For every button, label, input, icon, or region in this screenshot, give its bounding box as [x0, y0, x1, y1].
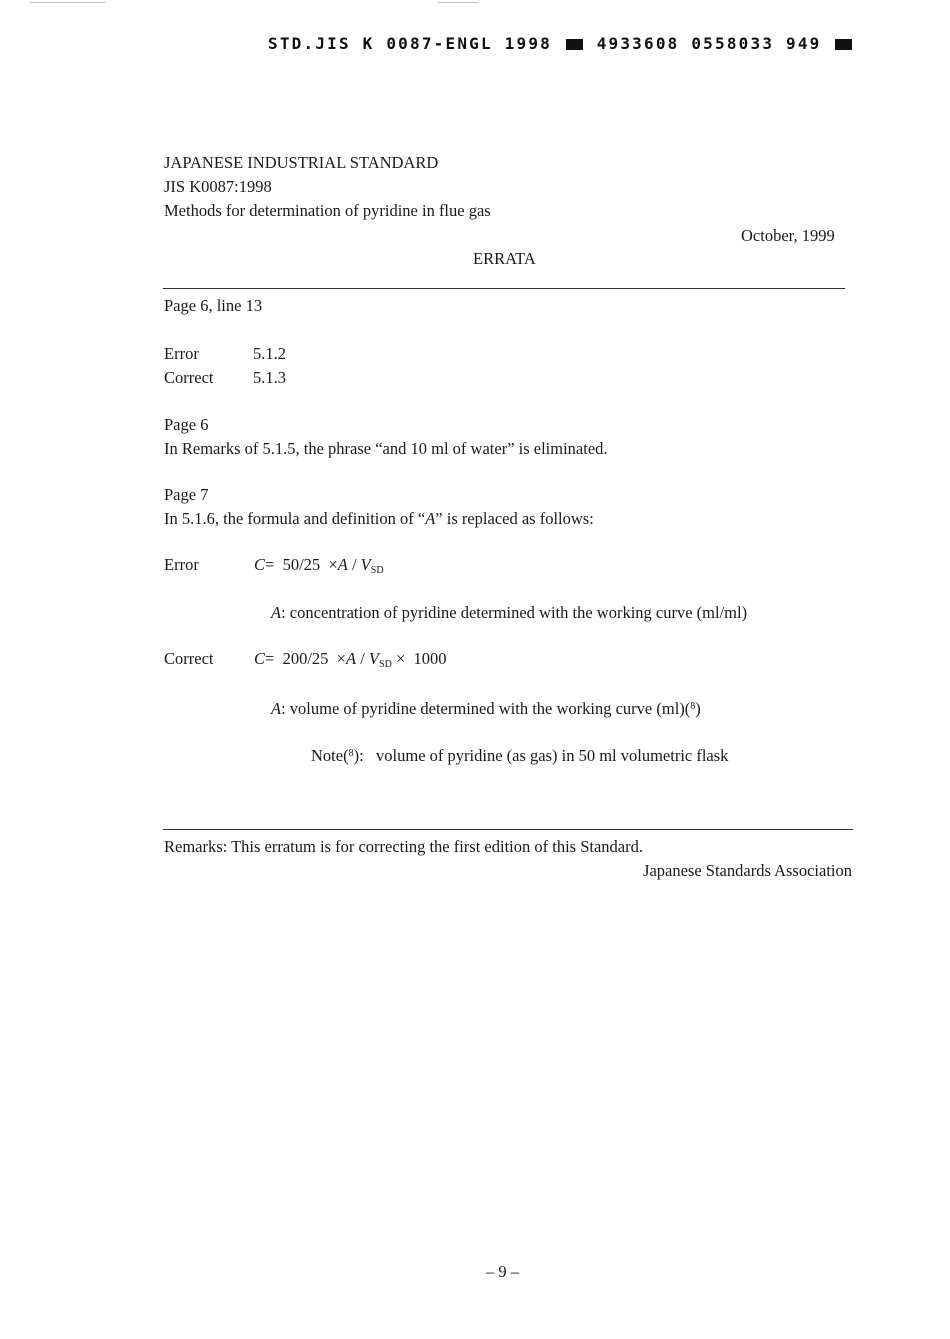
page-number: – 9 – — [486, 1262, 519, 1281]
bottom-divider — [163, 829, 853, 830]
black-bar-icon — [566, 39, 583, 50]
black-bar-icon — [835, 39, 852, 50]
error-formula: $C= 50/25 \times A / V_{SD}$ — [254, 555, 384, 576]
page-heading: ERRATA — [473, 249, 536, 268]
entry-1-correct-label: Correct — [164, 368, 214, 387]
correct-definition: A: volume of pyridine determined with the working curve (ml)($^8$) — [271, 699, 701, 718]
standard-number: JIS K0087:1998 — [164, 177, 272, 196]
scan-artifact-line — [438, 2, 478, 3]
entry-3-reference: Page 7 — [164, 485, 209, 504]
entry-2-text: In Remarks of 5.1.5, the phrase “and 10 ml of water” is eliminated. — [164, 439, 608, 458]
errata-date: October, 1999 — [741, 226, 835, 245]
footnote: Note($^8$): volume of pyridine (as gas) in 50 ml volumetric flask — [311, 746, 729, 765]
publisher-name: Japanese Standards Association — [643, 861, 852, 880]
entry-3-error-label: Error — [164, 555, 199, 574]
entry-3-correct-label: Correct — [164, 649, 214, 668]
error-definition: A: concentration of pyridine determined with the working curve (ml/ml) — [271, 603, 748, 622]
entry-1-error-value: 5.1.2 — [253, 344, 286, 363]
header-code-number: 4933608 0558033 949 — [596, 34, 822, 53]
entry-3-intro: In 5.1.6, the formula and definition of “A” is replaced as follows: — [164, 509, 594, 528]
top-divider — [163, 288, 845, 289]
entry-1-error-label: Error — [164, 344, 199, 363]
entry-1-reference: Page 6, line 13 — [164, 296, 263, 315]
header-code-line — [268, 34, 854, 53]
standard-type: JAPANESE INDUSTRIAL STANDARD — [164, 153, 439, 172]
remarks-text: Remarks: This erratum is for correcting the first edition of this Standard. — [164, 837, 643, 856]
entry-2-reference: Page 6 — [164, 415, 209, 434]
scan-artifact-line — [30, 2, 105, 3]
entry-1-correct-value: 5.1.3 — [253, 368, 286, 387]
correct-formula: $C= 200/25 \times A / V_{SD} \times 1000$ — [254, 649, 447, 670]
header-code-prefix: STD.JIS K 0087-ENGL 1998 — [268, 34, 552, 53]
standard-title: Methods for determination of pyridine in flue gas — [164, 201, 491, 220]
